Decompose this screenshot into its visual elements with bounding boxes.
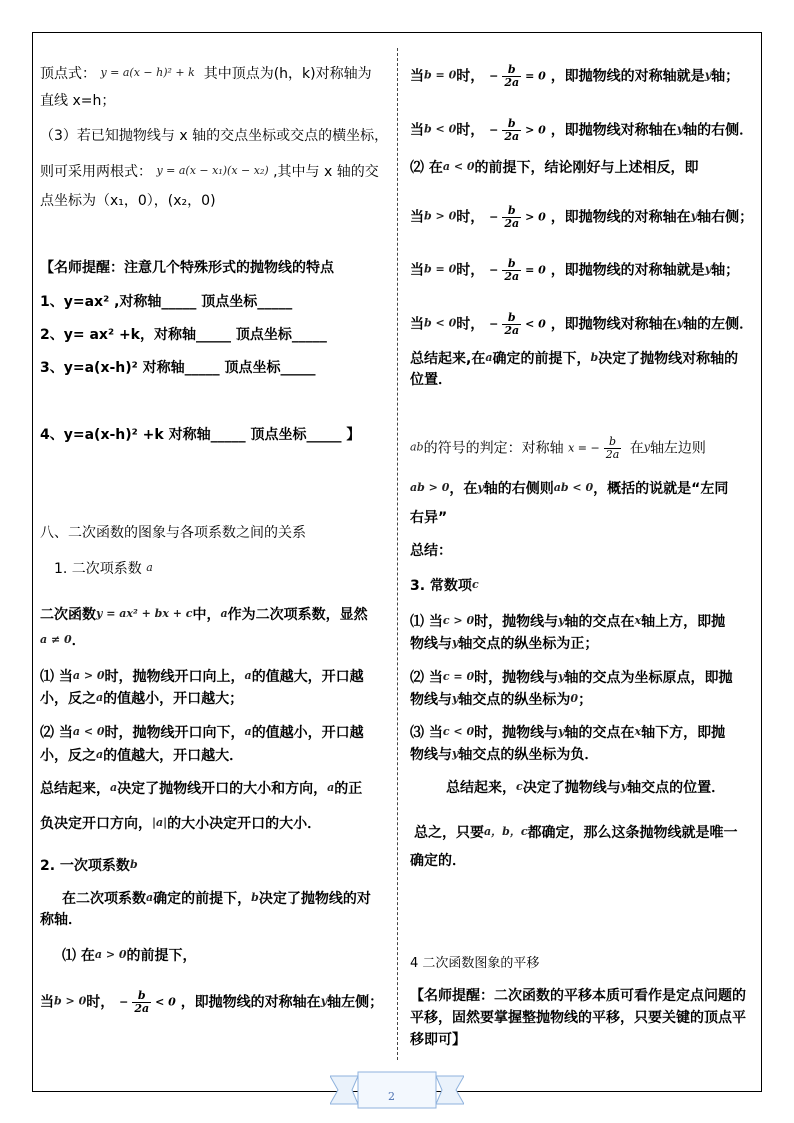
- c3-b: 时，抛物线与: [474, 725, 559, 741]
- s2-last-a: 当: [40, 994, 54, 1011]
- case-b-neg-a-pos: [410, 118, 753, 143]
- r5-cond: b = 0: [424, 262, 457, 276]
- axis-fraction: [489, 64, 546, 89]
- var-x: x: [634, 614, 642, 627]
- r5-a: 当: [410, 262, 424, 279]
- r1-a: 当: [410, 68, 424, 85]
- r4-d: 轴右侧；: [697, 209, 754, 226]
- c1-line2: [410, 633, 598, 654]
- r9-b: 轴的右侧则: [483, 481, 554, 497]
- c1-line1: [410, 611, 725, 632]
- s2-p1: [62, 945, 197, 966]
- final-line1: [414, 822, 738, 843]
- s1-intro-a: 二次函数: [40, 607, 96, 623]
- frac-ineq: > 0: [525, 123, 546, 137]
- c1-c: 轴的交点在: [564, 614, 635, 630]
- frac-ineq: < 0: [155, 995, 176, 1009]
- frac-num: b: [608, 435, 616, 448]
- minus: −: [489, 263, 499, 277]
- s1-p1-line2: [40, 688, 243, 709]
- s2-last-c: ，即抛物线的对称轴在: [180, 994, 321, 1011]
- var-y: y: [558, 670, 565, 683]
- s2-intro-a: 在二次项系数: [62, 891, 146, 907]
- c2-b: 时，抛物线与: [474, 670, 559, 686]
- s4-tip-line3: 移即可】: [410, 1032, 466, 1048]
- r9-cond2: ab < 0: [553, 481, 594, 494]
- var-a: a: [146, 891, 154, 904]
- s1-p2-line2: [40, 745, 243, 766]
- c3-line1: [410, 722, 725, 743]
- s2-last-cond: b > 0: [54, 994, 87, 1008]
- var-y: y: [676, 316, 684, 330]
- c1-a: ⑴ 当: [410, 614, 443, 630]
- c1-d: 轴上方，即抛: [641, 614, 726, 630]
- s1-intro: [40, 604, 368, 625]
- vertex-form-label: 顶点式：: [40, 66, 96, 82]
- two-root-coords: 点坐标为（x₁，0），(x₂，0): [40, 193, 216, 209]
- var-y: y: [704, 68, 712, 82]
- two-root-text: ,其中与 x 轴的交: [273, 164, 379, 180]
- s1-summary-line2: [40, 813, 321, 834]
- c2-e: 物线与: [410, 692, 452, 708]
- r4-b: 时，: [456, 209, 485, 226]
- frac-ineq: < 0: [525, 317, 546, 331]
- axis-formula: [568, 436, 625, 461]
- c2-cond: c = 0: [442, 670, 475, 683]
- page-number: 2: [388, 1090, 395, 1103]
- s1-p1-a: ⑴ 当: [40, 669, 73, 685]
- tip-item-3: 3、y=a(x-h)² 对称轴_____ 顶点坐标_____: [40, 360, 316, 376]
- frac-num: b: [507, 63, 516, 76]
- tip-item-2: 2、y= ax² +k，对称轴_____ 顶点坐标_____: [40, 327, 327, 343]
- var-y: y: [452, 692, 459, 705]
- frac-ineq: > 0: [525, 210, 546, 224]
- s2-title-text: 2. 一次项系数: [40, 858, 130, 874]
- vertex-form-axis: 直线 x=h；: [40, 93, 116, 109]
- frac-den: 2a: [504, 217, 520, 230]
- minus: −: [489, 317, 499, 331]
- s1-cond-line: a ≠ 0．: [40, 633, 86, 649]
- axis-fraction: [489, 118, 546, 143]
- r8-b: 在: [629, 440, 644, 457]
- c2-c: 轴的交点为坐标原点，即抛: [564, 670, 733, 686]
- var-a: a: [96, 691, 104, 704]
- s1-intro-c: 作为二次项系数，显然: [227, 607, 368, 623]
- c1-b: 时，抛物线与: [474, 614, 559, 630]
- frac-num: b: [137, 989, 146, 1002]
- s2-title: [40, 855, 138, 876]
- frac-num: b: [507, 204, 516, 217]
- var-y: y: [643, 440, 650, 454]
- c-summary: [446, 777, 725, 798]
- s1-p2-cond: a < 0: [72, 725, 105, 738]
- s1-title: [54, 558, 153, 579]
- r6-a: 当: [410, 316, 424, 333]
- two-root-intro: （3）若已知抛物线与 x 轴的交点坐标或交点的横坐标，: [40, 128, 389, 144]
- r3-a: ⑵ 在: [410, 160, 443, 176]
- two-root-line: [40, 161, 379, 182]
- c2-f: 轴交点的纵坐标为: [458, 692, 571, 708]
- r7-c: 决定了抛物线对称轴的: [598, 351, 739, 367]
- s2-last-d: 轴左侧；: [327, 994, 384, 1011]
- two-root-label: 则可采用两根式：: [40, 164, 152, 180]
- r2-cond: b < 0: [424, 122, 457, 136]
- c2-line1: [410, 667, 733, 688]
- axis-fraction: [119, 990, 176, 1015]
- frac-den: 2a: [504, 76, 520, 89]
- var-c: c: [516, 780, 523, 793]
- r8-a: 的符号的判定：对称轴: [423, 440, 564, 457]
- s1-sum-b: 决定了抛物线开口的大小和方向，: [117, 781, 328, 797]
- var-b: b: [590, 351, 599, 364]
- r2-c: ，即抛物线对称轴在: [550, 122, 677, 139]
- s1-p2-e: 的值越大，开口越大．: [103, 748, 244, 764]
- r8-c: 轴左边则: [649, 440, 706, 457]
- column-divider: [397, 48, 398, 1060]
- c-sum-c: 轴交点的位置．: [627, 780, 726, 796]
- ab-sign-line3: 右异”: [410, 510, 448, 526]
- c2-line2: [410, 689, 592, 710]
- r6-b: 时，: [456, 316, 485, 333]
- frac-den: 2a: [504, 130, 520, 143]
- s1-p2-b: 时，抛物线开口向下，: [104, 725, 245, 741]
- c1-f: 轴交点的纵坐标为正；: [458, 636, 599, 652]
- ab-sign-line: [410, 436, 706, 461]
- minus: −: [119, 995, 129, 1009]
- minus: −: [489, 123, 499, 137]
- s4-tip-line1: 【名师提醒：二次函数的平移本质可看作是定点问题的: [410, 988, 746, 1004]
- frac-den: 2a: [504, 324, 520, 337]
- r1-cond: b = 0: [424, 68, 457, 82]
- s2-intro-line2: 称轴．: [40, 912, 82, 928]
- s3-title-text: 3. 常数项: [410, 578, 472, 594]
- var-y: y: [558, 725, 565, 738]
- var-y: y: [704, 262, 712, 276]
- var-a: a: [244, 669, 252, 682]
- minus: −: [489, 69, 499, 83]
- r9-c: ，概括的说就是“左同: [593, 481, 729, 497]
- final-a: 总之，只要: [414, 825, 484, 841]
- s1-intro-b: 中，: [192, 607, 221, 623]
- var-y: y: [452, 636, 459, 649]
- var-y: y: [320, 994, 328, 1008]
- axis-x: x = −: [568, 441, 600, 455]
- var-y: y: [690, 209, 698, 223]
- r4-c: ，即抛物线的对称轴在: [550, 209, 691, 226]
- case-a-neg-intro: [410, 157, 699, 178]
- case-b-eq-0-a-pos: [410, 64, 739, 89]
- var-a: a: [485, 351, 493, 364]
- var-y: y: [676, 122, 684, 136]
- c2-g: ；: [578, 692, 593, 708]
- s1-p1-line1: [40, 666, 364, 687]
- frac-den: 2a: [605, 448, 620, 461]
- s2-p1-a: ⑴ 在: [62, 948, 95, 964]
- r1-d: 轴；: [711, 68, 740, 85]
- vertex-form-line: [40, 63, 372, 84]
- s1-p2-d: 小，反之: [40, 748, 96, 764]
- r1-b: 时，: [456, 68, 485, 85]
- r7-a: 总结起来,在: [410, 351, 486, 367]
- s2-last-b: 时，: [86, 994, 115, 1011]
- s1-sum-d: 负决定开口方向，: [40, 816, 152, 832]
- var-a: a: [110, 781, 118, 794]
- var-y: y: [620, 780, 628, 793]
- s1-p1-c: 的值越大，开口越: [251, 669, 364, 685]
- s1-sum-abs: |a|: [152, 816, 168, 829]
- var-a: a: [244, 725, 252, 738]
- frac-ineq: = 0: [525, 263, 546, 277]
- s1-formula: y = ax² + bx + c: [96, 607, 193, 620]
- c-sum-b: 决定了抛物线与: [522, 780, 621, 796]
- page-number-ribbon-icon: [330, 1070, 464, 1110]
- c1-e: 物线与: [410, 636, 452, 652]
- s2-case-left: [40, 990, 383, 1015]
- frac-num: b: [507, 117, 516, 130]
- s2-p1-cond: a > 0: [94, 948, 127, 961]
- axis-fraction: [489, 205, 546, 230]
- s4-tip-line2: 平移，固然要掌握整抛物线的平移，只要关键的顶点平: [410, 1010, 746, 1026]
- s1-var: a: [146, 561, 153, 574]
- c3-c: 轴的交点在: [564, 725, 635, 741]
- var-b: b: [251, 891, 259, 904]
- tip-item-1: 1、y=ax² ,对称轴_____ 顶点坐标_____: [40, 294, 293, 310]
- r2-a: 当: [410, 122, 424, 139]
- b-summary-line2: 位置．: [410, 372, 452, 388]
- final-line2: 确定的．: [410, 853, 466, 869]
- c-sum-a: 总结起来，: [446, 780, 516, 796]
- case-b-pos-a-neg: [410, 205, 753, 230]
- case-b-neg-a-neg: [410, 312, 753, 337]
- r3-cond: a < 0: [442, 160, 475, 173]
- r3-b: 的前提下，结论刚好与上述相反，即: [474, 160, 699, 176]
- c3-f: 轴交点的纵坐标为负．: [458, 747, 599, 763]
- var-a: a: [96, 748, 104, 761]
- var-y: y: [452, 747, 459, 760]
- two-root-formula: y = a(x − x₁)(x − x₂): [156, 164, 269, 177]
- r6-cond: b < 0: [424, 316, 457, 330]
- s1-p1-d: 小，反之: [40, 691, 96, 707]
- frac-num: b: [507, 257, 516, 270]
- r7-b: 确定的前提下，: [492, 351, 591, 367]
- final-vars: a，b，c: [484, 825, 528, 838]
- s1-p2-a: ⑵ 当: [40, 725, 73, 741]
- s2-var: b: [129, 858, 138, 871]
- r2-b: 时，: [456, 122, 485, 139]
- r1-c: ，即抛物线的对称轴就是: [550, 68, 705, 85]
- r5-b: 时，: [456, 262, 485, 279]
- frac-ineq: = 0: [525, 69, 546, 83]
- r2-d: 轴的右侧．: [683, 122, 754, 139]
- c3-line2: [410, 744, 598, 765]
- axis-fraction: [489, 258, 546, 283]
- s3-var: c: [471, 578, 479, 591]
- s2-intro-line1: [62, 888, 371, 909]
- c3-cond: c < 0: [442, 725, 475, 738]
- s1-p1-e: 的值越小，开口越大；: [103, 691, 244, 707]
- section-8-title: 八、二次函数的图象与各项系数之间的关系: [40, 525, 306, 541]
- s2-intro-b: 确定的前提下，: [153, 891, 252, 907]
- s3-title: [410, 575, 479, 596]
- s4-title: 4 二次函数图象的平移: [410, 956, 540, 971]
- c1-cond: c > 0: [442, 614, 475, 627]
- c3-d: 轴下方，即抛: [641, 725, 726, 741]
- s2-p1-b: 的前提下，: [126, 948, 197, 964]
- s1-p2-c: 的值越小，开口越: [251, 725, 364, 741]
- b-summary-line1: [410, 348, 738, 369]
- var-y: y: [558, 614, 565, 627]
- summary-label: 总结：: [410, 543, 452, 559]
- c3-a: ⑶ 当: [410, 725, 443, 741]
- ab-var: ab: [410, 440, 424, 454]
- tip-item-4: 4、y=a(x-h)² +k 对称轴_____ 顶点坐标_____ 】: [40, 427, 361, 443]
- c2-zero: 0: [570, 692, 579, 705]
- frac-den: 2a: [134, 1002, 150, 1015]
- ab-sign-line2: [410, 478, 728, 499]
- s1-p2-line1: [40, 722, 364, 743]
- s1-sum-c: 的正: [334, 781, 363, 797]
- s1-p1-b: 时，抛物线开口向上，: [104, 669, 245, 685]
- s1-title-text: 1. 二次项系数: [54, 561, 142, 577]
- vertex-form-formula: y = a(x − h)² + k: [100, 66, 195, 79]
- s1-p1-cond: a > 0: [72, 669, 105, 682]
- s1-sum-a: 总结起来，: [40, 781, 110, 797]
- r4-cond: b > 0: [424, 209, 457, 223]
- minus: −: [489, 210, 499, 224]
- var-y: y: [477, 481, 484, 494]
- r5-d: 轴；: [711, 262, 740, 279]
- c3-e: 物线与: [410, 747, 452, 763]
- frac-den: 2a: [504, 270, 520, 283]
- axis-fraction: [489, 312, 546, 337]
- case-b-eq-0-a-neg: [410, 258, 739, 283]
- s1-summary-line1: [40, 778, 362, 799]
- var-x: x: [634, 725, 642, 738]
- final-b: 都确定，那么这条抛物线就是唯一: [527, 825, 738, 841]
- s2-intro-c: 决定了抛物线的对: [258, 891, 371, 907]
- r9-a: ，在: [449, 481, 478, 497]
- c2-a: ⑵ 当: [410, 670, 443, 686]
- s1-sum-e: 的大小决定开口的大小．: [167, 816, 322, 832]
- tip-title: 【名师提醒：注意几个特殊形式的抛物线的特点: [40, 260, 334, 276]
- r5-c: ，即抛物线的对称轴就是: [550, 262, 705, 279]
- frac-num: b: [507, 311, 516, 324]
- vertex-form-text: 其中顶点为(h，k)对称轴为: [203, 66, 372, 82]
- r9-cond1: ab > 0: [410, 481, 450, 494]
- r6-c: ，即抛物线对称轴在: [550, 316, 677, 333]
- var-a: a: [220, 607, 228, 620]
- r6-d: 轴的左侧．: [683, 316, 754, 333]
- r4-a: 当: [410, 209, 424, 226]
- var-a: a: [327, 781, 335, 794]
- s1-cond: a ≠ 0: [40, 633, 72, 646]
